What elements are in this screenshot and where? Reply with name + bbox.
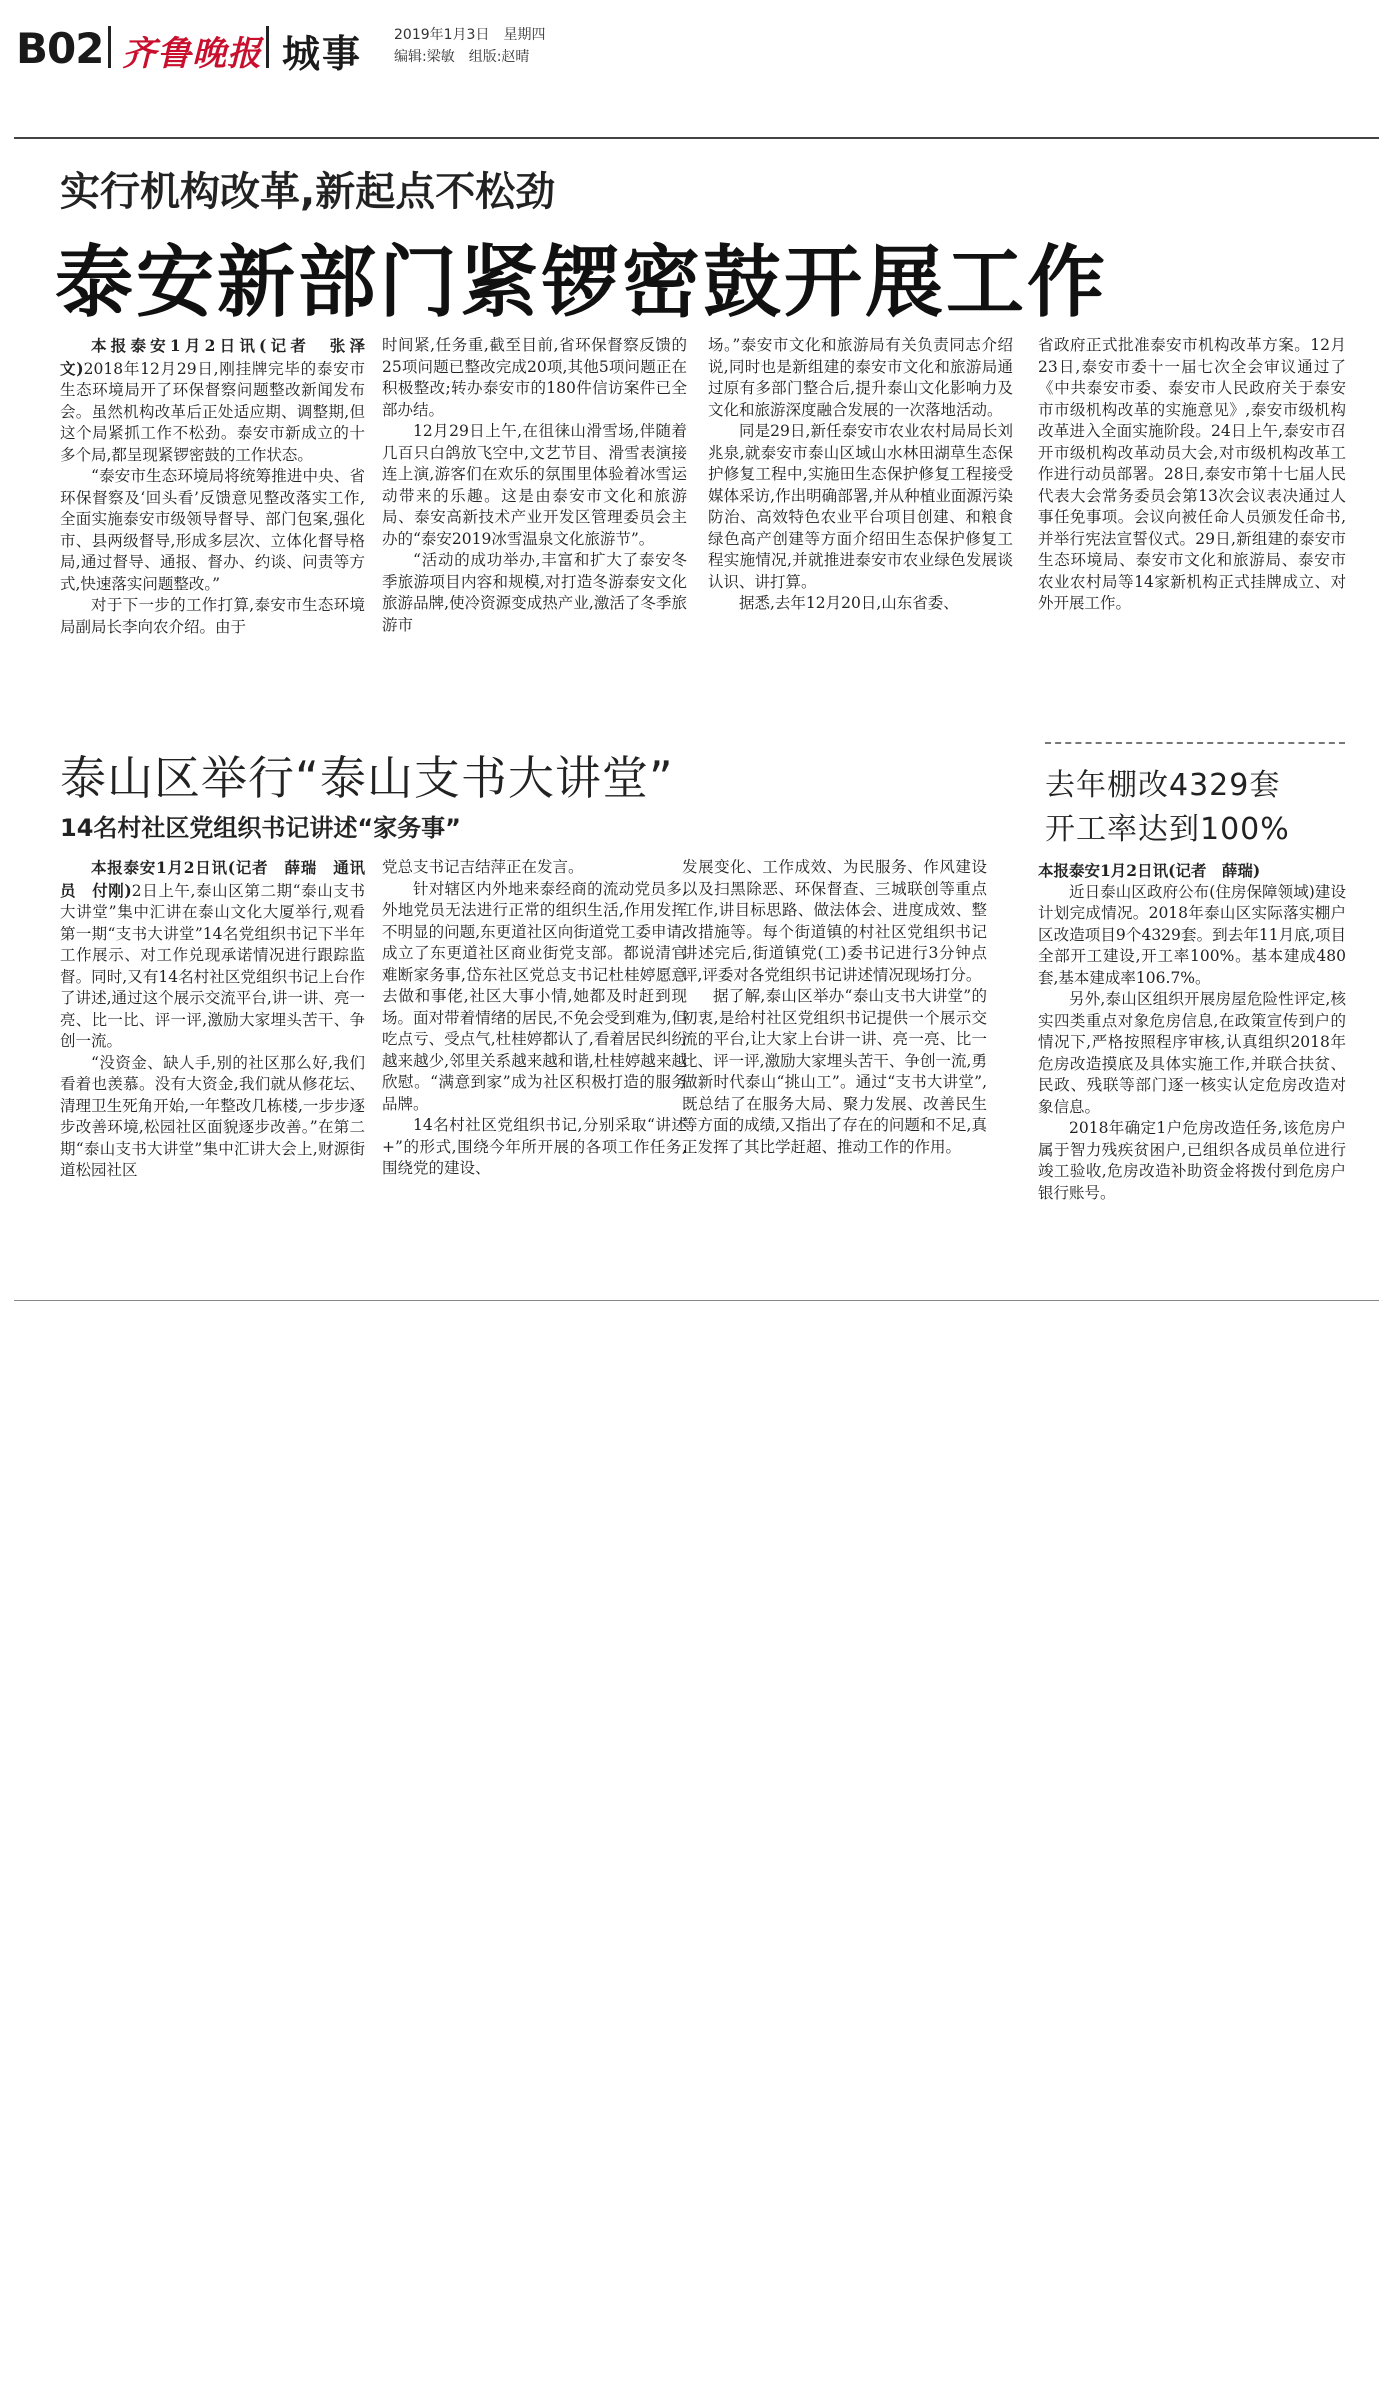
article2-column-2 <box>382 857 687 1180</box>
paragraph: 近日泰山区政府公布(住房保障领域)建设计划完成情况。2018年泰山区实际落实棚户区改造项目9个4329套。到去年11月底,项目全部开工建设,开工率100%。基本建成480套,基本建成率106.7%。 <box>1038 882 1346 987</box>
masthead-divider <box>108 26 111 68</box>
masthead <box>0 0 1395 100</box>
paragraph: 2018年12月29日,刚挂牌完毕的泰安市生态环境局开了环保督察问题整改新闻发布会。虽然机构改革后正处适应期、调整期,但这个局紧抓工作不松劲。泰安市新成立的十多个局,都呈现紧锣密鼓的工作状态。 <box>60 359 365 464</box>
paragraph: 省政府正式批准泰安市机构改革方案。12月23日,泰安市委十一届七次全会审议通过了《中共泰安市委、泰安市人民政府关于泰安市市级机构改革的实施意见》,泰安市级机构改革进入全面实施阶段。24日上午,泰安市召开市级机构改革动员大会,对市级机构改革工作进行动员部署。28日,泰安市第十七届人民代表大会常务委员会第13次会议表决通过人事任免事项。会议向被任命人员颁发任命书,并举行宪法宣誓仪式。29日,新组建的泰安市生态环境局、泰安市文化和旅游局、泰安市农业农村局等14家新机构正式挂牌成立、对外开展工作。 <box>1038 336 1346 612</box>
article2-subhead: 14名村社区党组织书记讲述“家务事” <box>60 814 461 842</box>
paragraph: 场。”泰安市文化和旅游局有关负责同志介绍说,同时也是新组建的泰安市文化和旅游局通过原有多部门整合后,提升泰山文化影响力及文化和旅游深度融合发展的一次落地活动。 <box>708 336 1013 419</box>
article1-column-2 <box>382 335 687 636</box>
masthead-divider <box>266 26 269 68</box>
newspaper-logo: 齐鲁晚报 <box>122 34 262 74</box>
paragraph: 对于下一步的工作打算,泰安市生态环境局副局长李向农介绍。由于 <box>60 596 365 636</box>
section-name: 城事 <box>282 32 363 76</box>
date-line: 2019年1月3日 星期四 <box>394 27 546 43</box>
article1-byline: 本报泰安1月2日讯(记者 张泽文) <box>60 336 365 378</box>
article3-body <box>1038 860 1346 1204</box>
paragraph: 2日上午,泰山区第二期“泰山支书大讲堂”集中汇讲在泰山文化大厦举行,观看第一期“支书大讲堂”14名党组织书记下半年工作展示、对工作兑现承诺情况进行跟踪监督。同时,又有14名村社区党组织书记上台作了讲述,通过这个展示交流平台,讲一讲、亮一亮、比一比、评一评,激励大家埋头苦干、争创一流。 <box>60 881 365 1050</box>
paragraph: 据了解,泰山区举办“泰山支书大讲堂”的初衷,是给村社区党组织书记提供一个展示交流的平台,让大家上台讲一讲、亮一亮、比一比、评一评,激励大家埋头苦干、争创一流,勇做新时代泰山“挑山工”。通过“支书大讲堂”,既总结了在服务大局、聚力发展、改善民生等方面的成绩,又指出了存在的问题和不足,真正发挥了其比学赶超、推动工作的作用。 <box>682 987 987 1156</box>
paragraph: “泰安市生态环境局将统筹推进中央、省环保督察及‘回头看’反馈意见整改落实工作,全面实施泰安市级领导督导、部门包案,强化市、县两级督导,形成多层次、立体化督导格局,通过督导、通报、督办、约谈、问责等方式,快速落实问题整改。” <box>60 467 365 593</box>
paragraph: 党总支书记吉结萍正在发言。 <box>382 858 584 876</box>
paragraph: 12月29日上午,在徂徕山滑雪场,伴随着几百只白鸽放飞空中,文艺节目、滑雪表演接连上演,游客们在欢乐的氛围里体验着冰雪运动带来的乐趣。这是由泰安市文化和旅游局、泰安高新技术产业开发区管理委员会主办的“泰安2019冰雪温泉文化旅游节”。 <box>382 422 687 548</box>
article2-column-1 <box>60 857 365 1182</box>
paragraph: 时间紧,任务重,截至目前,省环保督察反馈的25项问题已整改完成20项,其他5项问题正在积极整改;转办泰安市的180件信访案件已全部办结。 <box>382 336 687 419</box>
article2-headline: 泰山区举行“泰山支书大讲堂” <box>60 751 674 805</box>
article1-headline: 泰安新部门紧锣密鼓开展工作 <box>55 238 1109 328</box>
paragraph: 同是29日,新任泰安市农业农村局局长刘兆泉,就泰安市泰山区域山水林田湖草生态保护修复工程中,实施田生态保护修复工程接受媒体采访,作出明确部署,并从种植业面源污染防治、高效特色农业平台项目创建、和粮食绿色高产创建等方面介绍田生态保护修复工程实施情况,并就推进泰安市农业绿色发展谈认识、讲打算。 <box>708 422 1013 591</box>
paragraph: 据悉,去年12月20日,山东省委、 <box>739 594 959 612</box>
article1-kicker: 实行机构改革,新起点不松劲 <box>60 169 556 215</box>
paragraph: 2018年确定1户危房改造任务,该危房户属于智力残疾贫困户,已组织各成员单位进行竣工验收,危房改造补助资金将拨付到危房户银行账号。 <box>1038 1119 1346 1202</box>
paragraph: 14名村社区党组织书记,分别采取“讲述+”的形式,围绕今年所开展的各项工作任务,围绕党的建设、 <box>382 1116 687 1177</box>
paragraph: 针对辖区内外地来泰经商的流动党员多,外地党员无法进行正常的组织生活,作用发挥不明显的问题,东更道社区向街道党工委申请,成立了东更道社区商业街党支部。都说清官难断家务事,岱东社区党总支书记杜桂婷愿意去做和事佬,社区大事小情,她都及时赶到现场。面对带着情绪的居民,不免会受到难为,但吃点亏、受点气,杜桂婷都认了,看着居民纠纷越来越少,邻里关系越来越和谐,杜桂婷越来越欣慰。“满意到家”成为社区积极打造的服务品牌。 <box>382 879 687 1113</box>
top-rule <box>14 137 1379 139</box>
editor-line: 编辑:梁敏 组版:赵晴 <box>394 49 530 65</box>
article3-title-line-2: 开工率达到100% <box>1045 812 1290 847</box>
sidebar-divider <box>1045 742 1345 744</box>
paragraph: 发展变化、工作成效、为民服务、作风建设以及扫黑除恶、环保督查、三城联创等重点工作,讲目标思路、做法体会、进度成效、整改措施等。每个街道镇的村社区党组织书记讲述完后,街道镇党(工)委书记进行3分钟点评,评委对各党组织书记讲述情况现场打分。 <box>682 858 987 984</box>
article1-column-3 <box>708 335 1013 615</box>
article1-column-1 <box>60 335 365 638</box>
article2-byline: 本报泰安1月2日讯(记者 薛瑞 通讯员 付刚) <box>60 858 365 900</box>
article2-column-3 <box>682 857 987 1158</box>
paragraph: “没资金、缺人手,别的社区那么好,我们看着也羡慕。没有大资金,我们就从修花坛、清理卫生死角开始,一年整改几栋楼,一步步逐步改善环境,松园社区面貌逐步改善。”在第二期“泰山支书大讲堂”集中汇讲大会上,财源街道松园社区 <box>60 1053 365 1179</box>
page-number: B02 <box>16 24 104 73</box>
bottom-rule <box>14 1300 1379 1301</box>
article1-column-4 <box>1038 335 1346 615</box>
paragraph: “活动的成功举办,丰富和扩大了泰安冬季旅游项目内容和规模,对打造冬游泰安文化旅游品牌,使冷资源变成热产业,激活了冬季旅游市 <box>382 551 687 634</box>
article3-byline: 本报泰安1月2日讯(记者 薛瑞) <box>1038 861 1261 880</box>
paragraph: 另外,泰山区组织开展房屋危险性评定,核实四类重点对象危房信息,在政策宣传到户的情况下,严格按照程序审核,认真组织2018年危房改造摸底及具体实施工作,并联合扶贫、民政、残联等部门逐一核实认定危房改造对象信息。 <box>1038 990 1346 1116</box>
article3-title-line-1: 去年棚改4329套 <box>1045 768 1281 803</box>
